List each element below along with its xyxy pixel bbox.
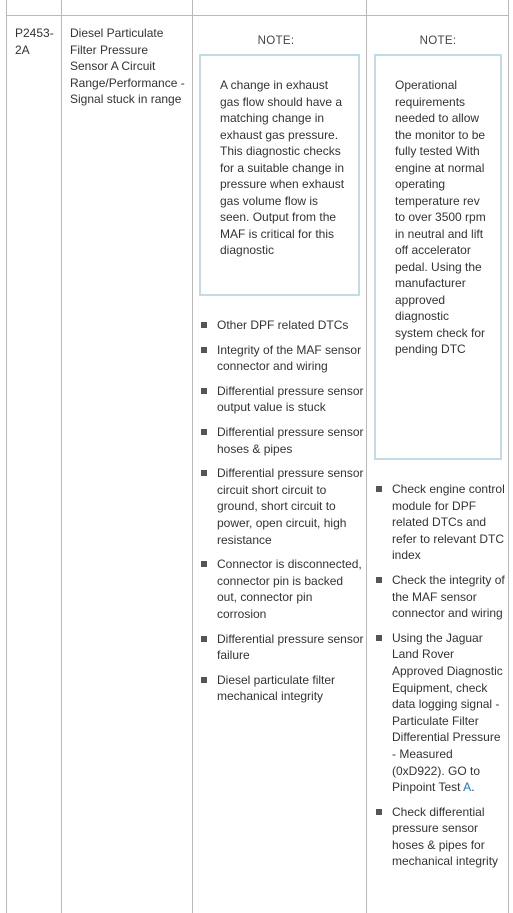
list-item: Integrity of the MAF sensor connector and wiring xyxy=(198,342,364,375)
column-border xyxy=(366,0,367,913)
list-item-suffix: . xyxy=(471,780,475,795)
causes-note-text: A change in exhaust gas flow should have a matching change in exhaust gas pressure. This diagnostic checks for a suitable change in pressure when exhaust gas volume flow is seen. Output from the MAF is critical for this diagnostic xyxy=(220,78,345,257)
list-item: Connector is disconnected, connector pin is backed out, connector pin corrosion xyxy=(198,556,364,622)
causes-list xyxy=(198,317,364,705)
list-item: Differential pressure sensor hoses & pipes xyxy=(198,424,364,457)
table-row-divider xyxy=(6,15,509,16)
list-item: Differential pressure sensor circuit short circuit to ground, short circuit to power, open circuit, high resistance xyxy=(198,465,364,548)
dtc-description: Diesel Particulate Filter Pressure Sensor A Circuit Range/Performance - Signal stuck in range xyxy=(70,26,185,107)
list-item: Other DPF related DTCs xyxy=(198,317,364,334)
column-border xyxy=(61,0,62,913)
column-border xyxy=(192,0,193,913)
dtc-code: P2453- 2A xyxy=(15,26,54,57)
causes-note-box xyxy=(199,54,360,296)
actions-note-text: Operational requirements needed to allow the monitor to be fully tested With engine at normal operating temperature rev to over 3500 rpm in neutral and lift off accelerator pedal. Using the manufacturer approved diagnostic system check for pending DTC xyxy=(395,78,486,356)
list-item: Diesel particulate filter mechanical integrity xyxy=(198,672,364,705)
actions-note-box xyxy=(374,54,502,460)
list-item: Differential pressure sensor output value is stuck xyxy=(198,383,364,416)
causes-note-label: NOTE: xyxy=(257,35,295,47)
list-item-text: Using the Jaguar Land Rover Approved Diagnostic Equipment, check data logging signal - Particulate Filter Differential Pressure - Measured (0xD922). GO to Pinpoint Test xyxy=(392,630,503,795)
column-border xyxy=(6,0,7,913)
list-item: Check differential pressure sensor hoses & pipes for mechanical integrity xyxy=(373,804,505,870)
actions-list xyxy=(373,481,505,870)
list-item: Check engine control module for DPF related DTCs and refer to relevant DTC index xyxy=(373,481,505,564)
actions-note-label: NOTE: xyxy=(419,35,457,47)
list-item: Differential pressure sensor failure xyxy=(198,631,364,664)
column-border xyxy=(508,0,509,913)
pinpoint-test-link[interactable]: A xyxy=(463,780,472,795)
list-item: Check the integrity of the MAF sensor connector and wiring xyxy=(373,572,505,622)
list-item xyxy=(373,630,505,796)
